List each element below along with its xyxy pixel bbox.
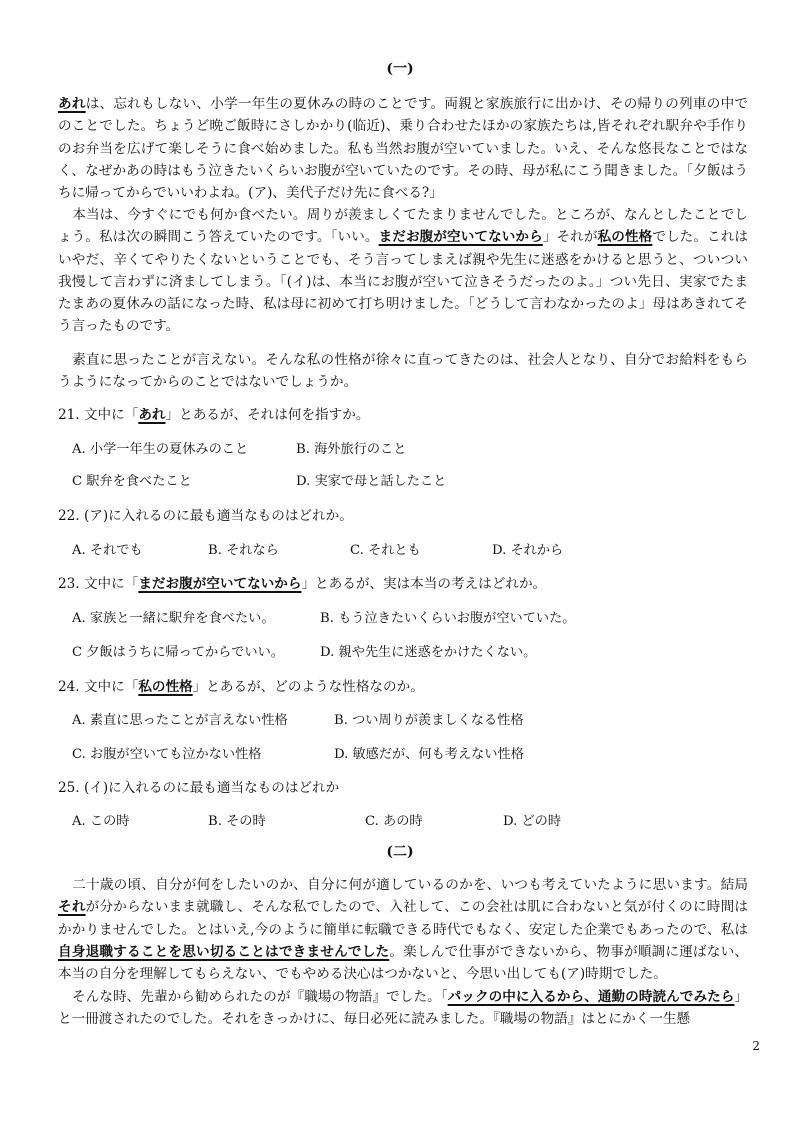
section-1-heading: (一) (386, 61, 414, 77)
ref-taishoku: 自身退職することを思い切ることはできませんでした (58, 943, 390, 960)
question-24 (58, 681, 424, 695)
s2-p1-text-3: 。楽しんで仕事ができないから、物事が順調に運ばない、本当の自分を理解してもらえない、でもやめる決心はつかないと、今思い出しても(ア)時期でした。 (58, 943, 749, 983)
q21-option-d[interactable]: D. 実家で母と話したこと (296, 474, 447, 489)
section-1-paragraph-1 (58, 93, 748, 204)
section-2-paragraph-2 (58, 986, 748, 1031)
q22-option-c[interactable]: C. それとも (350, 543, 421, 558)
question-21 (58, 409, 369, 423)
s2-p1-text-1: 二十歳の頃、自分が何をしたいのか、自分に何が適しているのかを、いつも考えていたように思います。結局 (72, 877, 748, 893)
q21-prefix: 21. 文中に「 (58, 407, 139, 423)
p2-text-2: 」それが (542, 229, 598, 246)
ref-sore: それ (58, 899, 86, 916)
q25-prefix: 25. (イ)に入れるのに最も適当なものはどれか (58, 780, 340, 796)
q25-option-a[interactable]: A. この時 (72, 814, 130, 829)
s2-p2-text-2: 」と一冊渡されたのでした。それをきっかけに、毎日必死に読みました。『職場の物語』はとにかく一生懸 (58, 989, 749, 1028)
q24-suffix: 」とあるが、どのような性格なのか。 (192, 679, 424, 695)
q25-option-c[interactable]: C. あの時 (365, 814, 423, 829)
q22-option-a[interactable]: A. それでも (72, 543, 143, 558)
q21-option-b[interactable]: B. 海外旅行のこと (296, 442, 407, 457)
q24-option-a[interactable]: A. 素直に思ったことが言えない性格 (72, 713, 288, 728)
q23-option-d[interactable]: D. 親や先生に迷惑をかけたくない。 (320, 645, 537, 660)
ref-watashi-seikaku: 私の性格 (597, 229, 653, 246)
s2-p1-text-2: が分からないまま就職し、そんな私でしたので、入社して、この会社は肌に合わないと気が付くのに時間はかかりませんでした。とはいえ,今のように簡単に転職できる時代でもなく、安定した企業でもあったので、私は (58, 899, 749, 938)
ref-are: あれ (58, 96, 86, 112)
section-1-paragraph-3 (58, 349, 748, 394)
q25-option-b[interactable]: B. その時 (208, 814, 266, 829)
p2-text-1: 本当は、今すぐにでも何か食べたい。周りが羨ましくてたまりませんでした。ところが、なんとしたことでしょう。私は次の瞬間こう答えていたのです。「いい。 (58, 207, 748, 246)
ref-mada-onaka: まだお腹が空いてないから (378, 229, 543, 246)
question-23 (58, 578, 546, 592)
q24-option-c[interactable]: C. お腹が空いても泣かない性格 (72, 747, 262, 762)
q24-option-d[interactable]: D. 敏感だが、何も考えない性格 (334, 747, 524, 762)
section-1-paragraph-2 (58, 204, 748, 338)
q23-ref: まだお腹が空いてないから (138, 576, 302, 592)
section-2-heading: (二) (386, 844, 414, 860)
question-22 (58, 510, 353, 524)
page-number: 2 (752, 1039, 760, 1053)
p1-text: は、忘れもしない、小学一年生の夏休みの時のことです。両親と家族旅行に出かけ、その帰りの列車の中でのことでした。ちょうど晩ご飯時にさしかかり(临近)、乗り合わせたほかの家族たちは,皆それぞれ駅弁や手作りのお弁当を広げて楽しそうに食べ始めました。私も当然お腹が空いていました。いえ、そんな悠長なことではなく、なぜかあの時はもう泣きたいくらいお腹が空いていたのです。その時、母が私にこう聞きました。「夕飯はうちに帰ってからでいいわよね。(ア)、美代子だけ先に食べる?」 (58, 96, 749, 202)
section-2-paragraph-1 (58, 874, 748, 985)
q24-option-b[interactable]: B. つい周りが羨ましくなる性格 (334, 713, 524, 728)
q24-ref: 私の性格 (138, 679, 193, 695)
s2-p2-text-1: そんな時、先輩から勧められたのが『職場の物語』でした。「 (72, 989, 448, 1005)
q23-prefix: 23. 文中に「 (58, 576, 139, 592)
q23-option-b[interactable]: B. もう泣きたいくらいお腹が空いていた。 (320, 611, 576, 626)
q21-ref: あれ (138, 407, 166, 423)
q21-suffix: 」とあるが、それは何を指すか。 (165, 407, 370, 423)
q23-suffix: 」とあるが、実は本当の考えはどれか。 (301, 576, 547, 592)
q25-option-d[interactable]: D. どの時 (503, 814, 562, 829)
q23-option-a[interactable]: A. 家族と一緒に駅弁を食べたい。 (72, 611, 275, 626)
q21-option-c[interactable]: C 駅弁を食べたこと (72, 474, 192, 489)
q23-option-c[interactable]: C 夕飯はうちに帰ってからでいい。 (72, 645, 284, 660)
q22-prefix: 22. (ア)に入れるのに最も適当なものはどれか。 (58, 508, 353, 524)
question-25 (58, 782, 339, 796)
q24-prefix: 24. 文中に「 (58, 679, 139, 695)
q22-option-b[interactable]: B. それなら (208, 543, 279, 558)
ref-pack: パックの中に入るから、通勤の時読んでみたら (447, 989, 735, 1005)
q21-option-a[interactable]: A. 小学一年生の夏休みのこと (72, 442, 249, 457)
p2-text-3: でした。これはいやだ、辛くてやりたくないということでも、そう言ってしまえば親や先生に迷惑をかけると思うと、ついつい我慢して言わずに済ましてしまう。「(イ)は、本当にお腹が空いて泣きそうだったのよ。」つい先日、実家でたまたまあの夏休みの話になった時、私は母に初めて打ち明けました。「どうして言わなかったのよ」母はあきれてそう言ったものです。 (58, 229, 749, 335)
q22-option-d[interactable]: D. それから (492, 543, 564, 558)
p3-text: 素直に思ったことが言えない。そんな私の性格が徐々に直ってきたのは、社会人となり、自分でお給料をもらうようになってからのことではないでしょうか。 (58, 352, 748, 391)
